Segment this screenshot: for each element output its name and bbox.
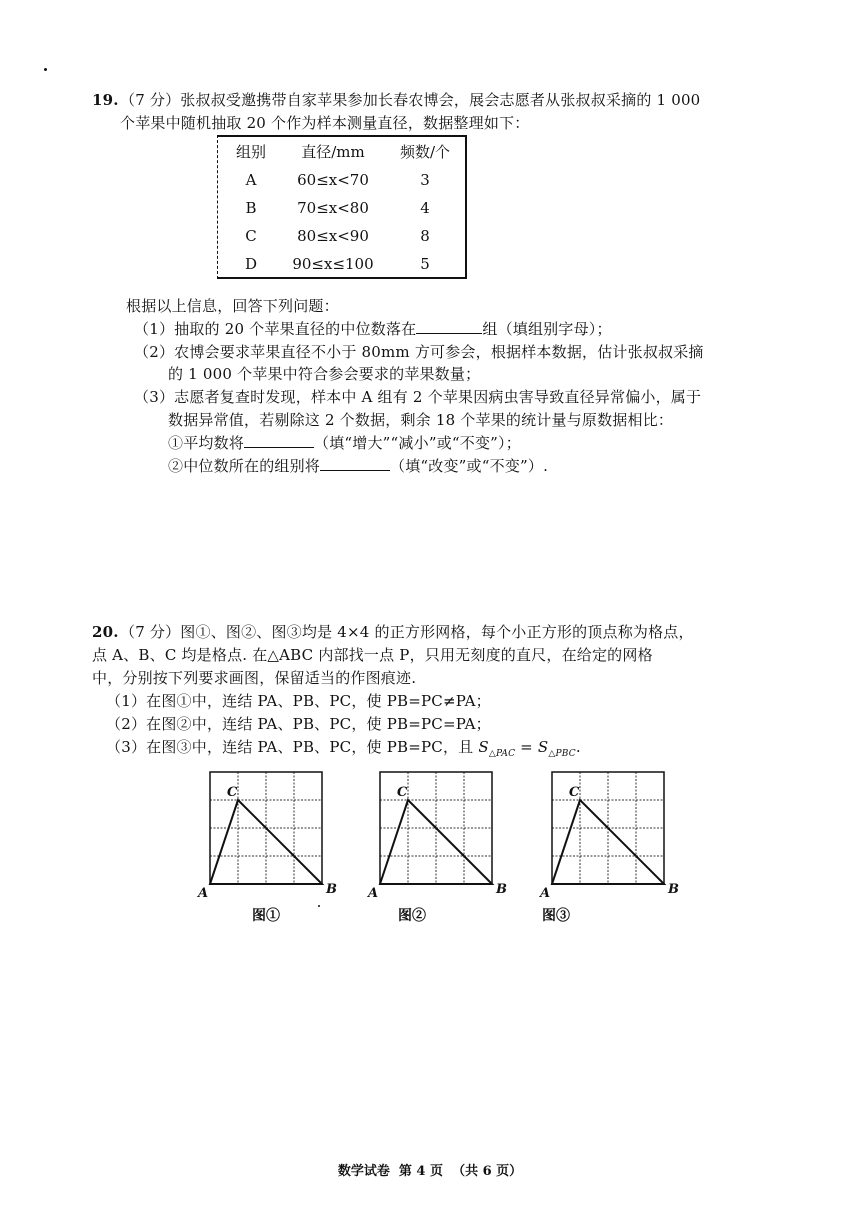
table-cell-range: 70≤x<80 [297,199,369,217]
question-20-part2: （2）在图②中，连结 PA、PB、PC，使 PB=PC=PA； [106,715,491,733]
part1-text: （1）抽取的 20 个苹果直径的中位数落在 [134,320,417,338]
question-19-intro: 根据以上信息，回答下列问题： [126,297,339,315]
point-c-label: C [569,785,580,800]
question-20-line3: 中，分别按下列要求画图，保留适当的作图痕迹. [92,669,417,687]
answer-blank-part3-i [244,433,314,448]
page-footer [0,1160,860,1179]
answer-blank-part1 [416,319,482,334]
table-cell-group: A [245,171,257,189]
grid-figure-3-drawing [540,768,700,888]
grid-figure-1-drawing [198,768,358,888]
question-19-number: 19. [92,91,119,109]
part3-i-text: ①平均数将 [168,434,245,452]
table-cell-frequency: 5 [420,255,430,273]
table-cell-frequency: 8 [420,227,430,245]
figure-caption: 图② [398,908,426,924]
table-cell-frequency: 3 [420,171,430,189]
scan-speck [44,68,47,71]
point-a-label: A [368,886,379,901]
figure-caption: 图① [252,908,280,924]
question-19-line2: 个苹果中随机抽取 20 个作为样本测量直径，数据整理如下： [120,114,530,132]
table-cell-group: D [244,255,258,273]
table-header-diameter: 直径/mm [301,143,365,161]
equals-sign: = [515,738,538,756]
point-a-label: A [198,886,209,901]
figure-caption: 图③ [542,908,570,924]
table-cell-range: 90≤x≤100 [292,255,374,273]
point-b-label: B [326,882,337,897]
question-19-part3-ii [168,456,548,476]
grid-figure-1 [198,768,358,928]
table-cell-frequency: 4 [420,199,430,217]
table-cell-range: 60≤x<70 [297,171,369,189]
area-symbol: S [478,738,489,756]
question-20-part3 [106,737,581,764]
question-19-part3-line1: （3）志愿者复查时发现，样本中 A 组有 2 个苹果因病虫害导致直径异常偏小，属于 [134,388,702,406]
footer-total-pages: （共 6 页） [452,1164,523,1179]
footer-page-number: 第 4 页 [398,1164,443,1179]
table-header-frequency: 频数/个 [399,143,451,161]
point-c-label: C [227,785,238,800]
question-20-line2: 点 A、B、C 均是格点. 在△ABC 内部找一点 P，只用无刻度的直尺，在给定的网格 [92,646,653,664]
question-19-part3-i [168,433,521,453]
point-b-label: B [496,882,507,897]
question-20-number: 20. [92,623,119,641]
point-c-label: C [397,785,408,800]
frequency-table [217,135,467,278]
part1-text-end: 组（填组别字母）； [482,320,612,338]
question-19-part2-line2: 的 1 000 个苹果中符合参会要求的苹果数量； [168,365,481,383]
table-cell-group: B [245,199,257,217]
point-b-label: B [668,882,679,897]
grid-figure-3 [540,768,700,928]
part3-ii-text: ②中位数所在的组别将 [168,457,321,475]
question-19-line1: （7 分）张叔叔受邀携带自家苹果参加长春农博会，展会志愿者从张叔叔采摘的 1 000 [120,91,701,109]
area-subscript-pbc: △PBC [548,749,576,759]
answer-blank-part3-ii [320,456,390,471]
area-subscript-pac: △PAC [488,749,516,759]
part3-i-text-end: （填“增大”“减小”或“不变”）； [314,434,521,452]
area-symbol: S [537,738,549,756]
point-a-label: A [540,886,551,901]
footer-subject: 数学试卷 [337,1164,390,1179]
grid-figure-2-drawing [368,768,528,888]
scan-speck [318,905,320,907]
question-19-part2-line1: （2）农博会要求苹果直径不小于 80mm 方可参会，根据样本数据，估计张叔叔采摘 [134,343,704,361]
part3-ii-text-end: （填“改变”或“不变”）. [390,457,549,475]
question-19-part3-line2: 数据异常值，若剔除这 2 个数据，剩余 18 个苹果的统计量与原数据相比： [168,411,674,429]
question-20-line1: （7 分）图①、图②、图③均是 4×4 的正方形网格，每个小正方形的顶点称为格点， [120,623,694,641]
question-19-part1 [134,319,612,339]
table-header-group: 组别 [235,143,266,161]
table-cell-range: 80≤x<90 [297,227,369,245]
table-cell-group: C [245,227,257,245]
part3-text: （3）在图③中，连结 PA、PB、PC，使 PB=PC，且 [106,738,479,756]
question-20-part1: （1）在图①中，连结 PA、PB、PC，使 PB=PC≠PA； [106,692,491,710]
period: . [575,738,581,756]
grid-figure-2 [368,768,528,928]
